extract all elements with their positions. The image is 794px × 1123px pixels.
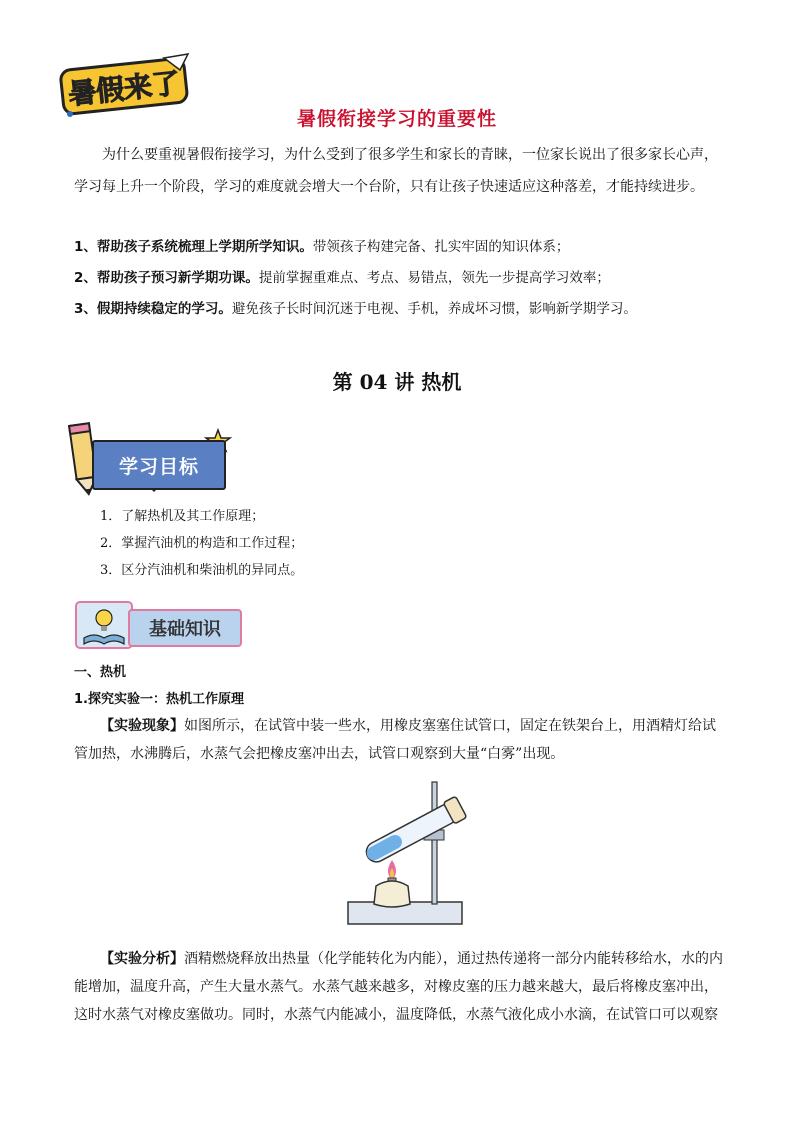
learning-goals-badge: 学习目标: [92, 440, 226, 490]
svg-text:暑假来了: 暑假来了: [66, 66, 182, 111]
experiment-phenomenon: 【实验现象】如图所示，在试管中装一些水，用橡皮塞塞住试管口，固定在铁架台上，用酒精灯给试管加热，水沸腾后，水蒸气会把橡皮塞冲出去，试管口观察到大量“白雾”出现。: [74, 718, 716, 762]
intro-paragraph: 为什么要重视暑假衔接学习，为什么受到了很多学生和家长的青睐，一位家长说出了很多家长心声，学习每上升一个阶段，学习的难度就会增大一个台阶，只有让孩子快速适应这种落差，才能持续进步。: [74, 147, 718, 195]
page-main-title: 暑假衔接学习的重要性: [296, 108, 497, 130]
point-item: 1、帮助孩子系统梳理上学期所学知识。带领孩子构建完备、扎实牢固的知识体系；: [74, 239, 570, 255]
goal-item: 2．掌握汽油机的构造和工作过程；: [100, 536, 304, 551]
experiment-illustration: [340, 772, 480, 932]
point-item: 3、假期持续稳定的学习。避免孩子长时间沉迷于电视、手机，养成坏习惯，影响新学期学习。: [74, 301, 637, 317]
goal-item: 3．区分汽油机和柴油机的异同点。: [100, 563, 304, 578]
section-heading: 一、热机: [74, 665, 127, 680]
subsection-heading: 1.探究实验一：热机工作原理: [74, 692, 244, 707]
lecture-title: 第 04 讲 热机: [332, 370, 462, 394]
goal-item: 1．了解热机及其工作原理；: [100, 509, 265, 524]
point-item: 2、帮助孩子预习新学期功课。提前掌握重难点、考点、易错点，领先一步提高学习效率；: [74, 270, 610, 286]
experiment-analysis: 【实验分析】酒精燃烧释放出热量（化学能转化为内能），通过热传递将一部分内能转移给水，水的内能增加，温度升高，产生大量水蒸气。水蒸气越来越多，对橡皮塞的压力越来越大，最后将橡皮塞冲出，这时水蒸气对橡皮塞做功。同时，水蒸气内能减小，温度降低，水蒸气液化成小水滴，在试管口可以观察: [74, 951, 723, 1023]
basic-knowledge-badge: 基础知识: [128, 609, 242, 647]
